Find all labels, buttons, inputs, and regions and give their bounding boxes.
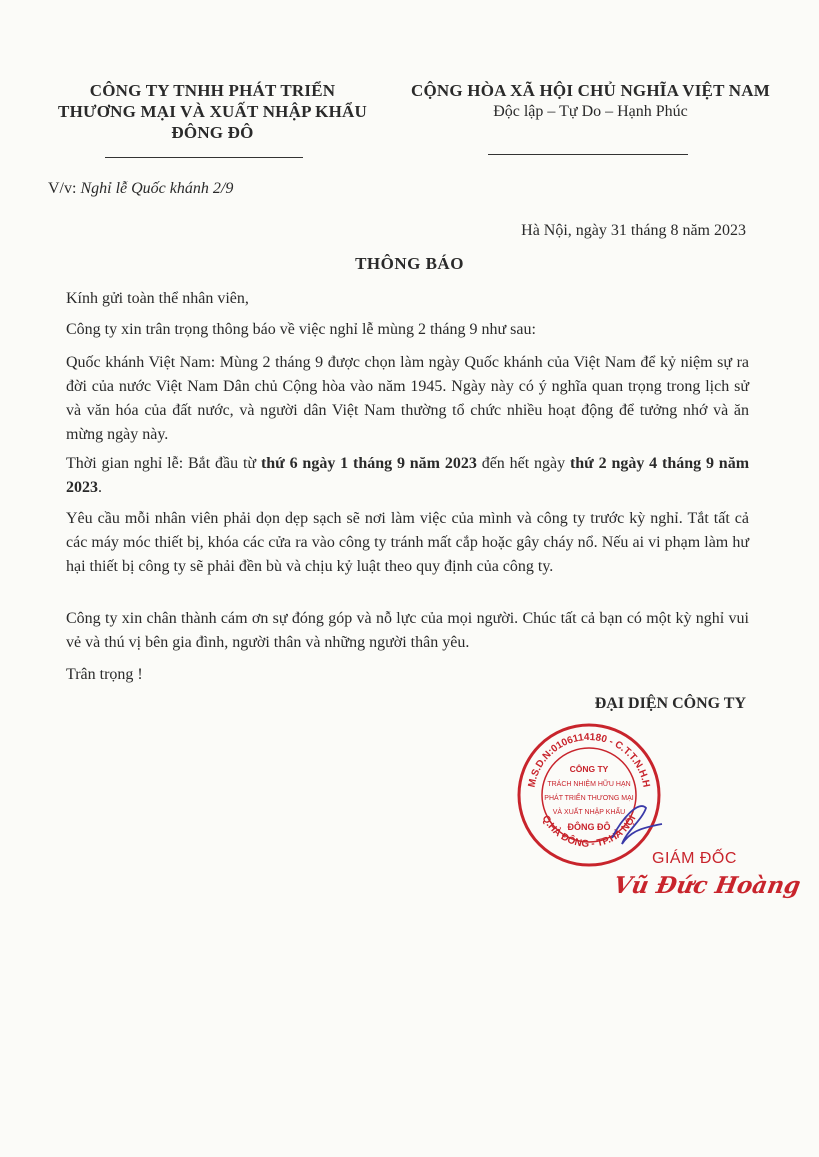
intro-text: Công ty xin trân trọng thông báo về việc nghỉ lễ mùng 2 tháng 9 như sau: [66,321,536,338]
company-seal [514,720,664,870]
greeting [66,287,749,311]
paragraph-thanks [66,607,749,655]
seal-center-line-5: ĐÔNG ĐÔ [567,822,611,832]
seal-center-line-2: TRÁCH NHIỆM HỮU HẠN [547,781,631,788]
paragraph-thanks-text: Công ty xin chân thành cám ơn sự đóng góp và nỗ lực của mọi người. Chúc tất cả bạn có một kỳ nghỉ vui vẻ và thú vị bên gia đình, người thân và những người thân yêu. [66,610,749,651]
holiday-text-c: đến hết ngày [476,455,570,472]
company-name-block [40,80,385,143]
holiday-text-a: Thời gian nghỉ lễ: Bắt đầu từ [66,455,261,472]
closing [66,663,749,687]
seal-center-line-4: VÀ XUẤT NHẬP KHẨU [552,809,626,816]
holiday-end-date: thứ 2 ngày 4 tháng 9 năm 2023 [66,455,750,496]
paragraph-holiday-time-text [66,452,749,500]
subject-text: Nghỉ lễ Quốc khánh 2/9 [80,180,234,197]
company-name-line-3: ĐÔNG ĐÔ [171,123,254,142]
subject-prefix: V/v: [48,180,77,197]
director-name: Vũ Đức Hoàng [611,872,803,899]
company-name-line-1: CÔNG TY TNHH PHÁT TRIỂN [89,81,336,100]
paragraph-requirements-text: Yêu cầu mỗi nhân viên phải dọn dẹp sạch sẽ nơi làm việc của mình và công ty trước kỳ nghỉ. Tắt tất cả các máy móc thiết bị, khóa các cửa ra vào công ty tránh mất cắp hoặc gây cháy nổ. Nếu ai vi phạm làm hư hại thiết bị công ty sẽ phải đền bù và chịu kỷ luật theo quy định của công ty. [66,510,749,575]
motto-underline [488,154,688,155]
paragraph-national-day [66,351,749,447]
company-underline [105,157,303,158]
company-representative-label: ĐẠI DIỆN CÔNG TY [594,695,746,712]
company-name-line-2: THƯƠNG MẠI VÀ XUẤT NHẬP KHẨU [58,102,367,121]
holiday-text-e: . [98,479,102,496]
national-title: CỘNG HÒA XÃ HỘI CHỦ NGHĨA VIỆT NAM [411,81,770,100]
closing-text: Trân trọng ! [66,666,143,683]
seal-center-line-1: CÔNG TY [569,764,609,774]
subject-line [48,180,233,198]
holiday-start-date: thứ 6 ngày 1 tháng 9 năm 2023 [260,455,477,472]
date-line: Hà Nội, ngày 31 tháng 8 năm 2023 [521,222,746,239]
seal-center-line-3: PHÁT TRIỂN THƯƠNG MẠI [544,795,634,802]
seal-ring-text: M.S.D.N:0106114180 - C.T.T.N.H.H [526,731,652,789]
national-motto-block [398,80,783,122]
paragraph-holiday-time [66,452,749,500]
document-title: THÔNG BÁO [355,254,464,273]
national-motto: Độc lập – Tự Do – Hạnh Phúc [493,103,688,120]
greeting-text: Kính gửi toàn thể nhân viên, [66,290,249,307]
paragraph-requirements [66,507,749,579]
director-title: GIÁM ĐỐC [652,850,737,867]
seal-bottom-text: Q.HÀ ĐÔNG - TP.HÀ NỘI [539,813,639,850]
paragraph-national-day-text: Quốc khánh Việt Nam: Mùng 2 tháng 9 được chọn làm ngày Quốc khánh của Việt Nam để kỷ niệm sự ra đời của nước Việt Nam Dân chủ Cộng hòa vào năm 1945. Ngày này có ý nghĩa quan trọng trong lịch sử và văn hóa của đất nước, và người dân Việt Nam thường tổ chức nhiều hoạt động để tưởng nhớ và ăn mừng ngày này. [66,354,749,443]
intro [66,318,749,342]
